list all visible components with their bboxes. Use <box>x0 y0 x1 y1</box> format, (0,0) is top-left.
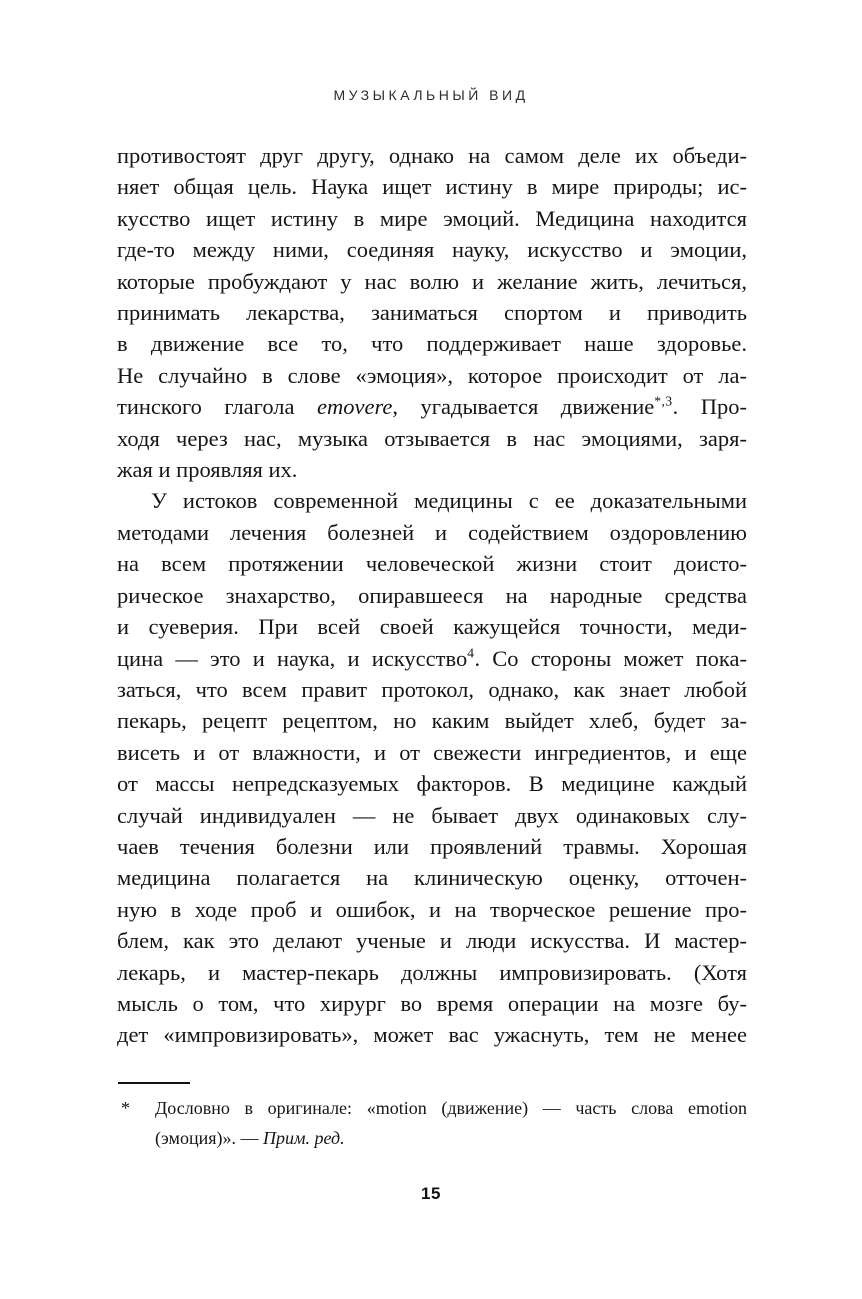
footnote-line: Дословно в оригинале: «motion (движение) — часть слова emotion <box>155 1098 747 1118</box>
text-line: тинского глагола emovere, угадывается движение$^{*,3}$. Про- <box>117 393 747 420</box>
body-text <box>117 140 747 1051</box>
text-line: жая и проявляя их. <box>117 457 298 483</box>
text-line: на всем протяжении человеческой жизни стоит доисто- <box>117 551 747 577</box>
text-line: заться, что всем правит протокол, однако, как знает любой <box>117 676 747 702</box>
footnote-line: (эмоция)». — Прим. ред. <box>155 1127 345 1148</box>
footnote-separator <box>118 1082 190 1084</box>
text-line: мысль о том, что хирург во время операции на мозге бу- <box>117 990 747 1016</box>
text-line: принимать лекарства, заниматься спортом и приводить <box>117 300 747 326</box>
text-line: лекарь, и мастер-пекарь должны импровизировать. (Хотя <box>117 959 747 985</box>
text-line: ходя через нас, музыка отзывается в нас эмоциями, заря- <box>117 425 747 451</box>
text-line: где-то между ними, соединяя науку, искусство и эмоции, <box>117 237 747 263</box>
text-line: У истоков современной медицины с ее доказательными <box>151 488 747 514</box>
text-line: дет «импровизировать», может вас ужаснуть, тем не менее <box>117 1022 747 1048</box>
text-line: которые пробуждают у нас волю и желание жить, лечиться, <box>117 268 747 294</box>
text-line: от массы непредсказуемых факторов. В медицине каждый <box>117 771 747 797</box>
footnote-marker: * <box>121 1098 130 1118</box>
text-line: методами лечения болезней и содействием оздоровлению <box>117 519 747 545</box>
text-line: противостоят друг другу, однако на самом деле их объеди- <box>117 143 747 168</box>
text-line: медицина полагается на клиническую оценку, отточен- <box>117 865 747 891</box>
text-line: и суеверия. При всей своей кажущейся точности, меди- <box>117 614 747 640</box>
text-line: случай индивидуален — не бывает двух одинаковых слу- <box>117 802 747 828</box>
text-line: ную в ходе проб и ошибок, и на творческое решение про- <box>117 896 747 922</box>
text-line: висеть и от влажности, и от свежести ингредиентов, и еще <box>117 739 747 765</box>
text-line: няет общая цель. Наука ищет истину в мире природы; ис- <box>117 174 747 200</box>
text-line: в движение все то, что поддерживает наше здоровье. <box>117 331 747 357</box>
text-line: рическое знахарство, опиравшееся на народные средства <box>117 582 747 608</box>
running-head: МУЗЫКАЛЬНЫЙ ВИД <box>333 87 529 103</box>
footnote-text <box>155 1094 747 1153</box>
text-line: блем, как это делают ученые и люди искусства. И мастер- <box>117 928 747 954</box>
text-line: пекарь, рецепт рецептом, но каким выйдет хлеб, будет за- <box>117 708 747 734</box>
text-line: цина — это и наука, и искусство$^4$. Со стороны может пока- <box>117 645 747 671</box>
footnote <box>117 1094 747 1153</box>
text-line: чаев течения болезни или проявлений травмы. Хорошая <box>117 833 747 859</box>
page-number: 15 <box>421 1184 441 1203</box>
text-line: кусство ищет истину в мире эмоций. Медицина находится <box>117 205 747 231</box>
text-line: Не случайно в слове «эмоция», которое происходит от ла- <box>117 362 747 388</box>
